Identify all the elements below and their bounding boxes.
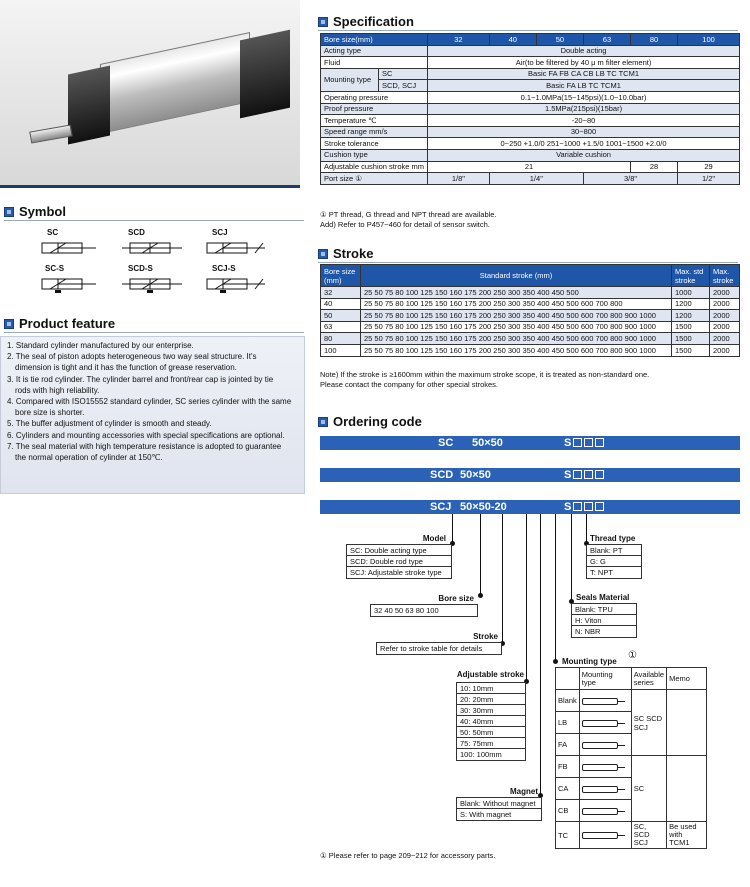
section-icon <box>318 249 328 259</box>
model-option: SCJ: Adjustable stroke type <box>347 567 451 578</box>
stroke-heading <box>318 246 373 261</box>
feature-item: dimension is tight and it has the function of grease reservation. <box>15 363 237 373</box>
stroke-cell: 2000 <box>710 310 740 322</box>
stroke-cell: 25 50 75 80 100 125 150 160 175 200 250 300 350 400 450 500 600 700 800 900 1000 <box>361 310 672 322</box>
bore-box <box>370 604 478 617</box>
mounting-title: Mounting type <box>562 657 617 666</box>
mounting-col-code <box>556 668 580 690</box>
symbol-label-scd-s: SCD-S <box>128 264 153 273</box>
mounting-basic-icon <box>582 698 618 705</box>
magnet-box <box>456 797 542 821</box>
adjustable-option: 10: 10mm <box>457 683 525 694</box>
spec-title: Specification <box>333 14 414 29</box>
code-model: SCJ <box>430 501 452 513</box>
magnet-title: Magnet <box>510 787 538 796</box>
spec-col-63: 63 <box>583 34 630 46</box>
stroke-notes <box>320 370 649 390</box>
stroke-code-title: Stroke <box>473 632 498 641</box>
symbol-label-sc: SC <box>47 228 59 237</box>
code-size: 50×50 <box>472 437 503 449</box>
stroke-note: Note) If the stroke is ≥1600mm within the maximum stroke scope, it is treated as non-standard one. <box>320 370 650 379</box>
bore-option: 32 40 50 63 80 100 <box>371 605 477 616</box>
stroke-cell: 1200 <box>672 310 710 322</box>
spec-value: Basic FA LB TC TCM1 <box>428 80 740 92</box>
symbol-scd-icon <box>120 240 184 256</box>
seals-option: Blank: TPU <box>572 604 636 615</box>
spec-note: Add) Refer to P457~460 for detail of sensor switch. <box>320 220 490 229</box>
symbol-sc-s-icon <box>40 276 100 294</box>
feature-title: Product feature <box>19 316 116 331</box>
spec-value: 1/2" <box>678 173 740 185</box>
adjustable-option: 30: 30mm <box>457 705 525 716</box>
feature-item: the normal operation of cylinder at 150℃. <box>15 453 163 463</box>
adjustable-option: 40: 40mm <box>457 716 525 727</box>
section-icon <box>4 319 14 329</box>
adjustable-option: 50: 50mm <box>457 727 525 738</box>
spec-label: Mounting type <box>321 68 379 91</box>
code-model: SC <box>438 437 454 449</box>
stroke-cell: 2000 <box>710 333 740 345</box>
code-size: 50×50-20 <box>460 501 507 513</box>
thread-title: Thread type <box>590 534 636 543</box>
mounting-table <box>555 667 707 849</box>
spec-label: Cushion type <box>321 149 428 161</box>
spec-notes <box>320 210 497 230</box>
stroke-code-box <box>376 642 502 655</box>
spec-label: Acting type <box>321 45 428 57</box>
bore-title: Bore size <box>438 594 474 603</box>
ordering-heading <box>318 414 422 429</box>
feature-item: bore size is shorter. <box>15 408 85 418</box>
seals-title: Seals Material <box>576 593 630 602</box>
spec-value: Variable cushion <box>428 149 740 161</box>
adjustable-box <box>456 682 526 761</box>
symbol-sc-icon <box>40 240 100 256</box>
seals-box <box>571 603 637 638</box>
cylinder-barrel <box>100 32 250 134</box>
feature-item: rods with high reliability. <box>15 385 100 395</box>
stroke-col-max-std: Max. std stroke <box>672 265 710 287</box>
stroke-cell: 25 50 75 80 100 125 150 160 175 200 250 300 350 400 450 500 600 700 800 900 1000 <box>361 321 672 333</box>
code-suffix-group <box>564 501 604 513</box>
stroke-cell: 63 <box>321 321 361 333</box>
mounting-tc-icon <box>582 832 618 839</box>
spec-value: 0~250 +1.0/0 251~1000 +1.5/0 1001~1500 +2.0/0 <box>428 138 740 150</box>
seals-option: H: Viton <box>572 615 636 626</box>
mounting-code: FB <box>556 756 580 778</box>
mounting-code: FA <box>556 734 580 756</box>
stroke-col-bore: Bore size (mm) <box>321 265 361 287</box>
spec-value: -20~80 <box>428 115 740 127</box>
mounting-series: SC <box>631 756 666 822</box>
feature-item: 7. The seal material with high temperature resistance is adopted to guarantee <box>7 441 282 451</box>
code-bar-scj <box>320 500 740 514</box>
symbol-label-scj-s: SCJ-S <box>212 264 236 273</box>
stroke-cell: 25 50 75 80 100 125 150 160 175 200 250 300 350 400 450 500 600 700 800 900 1000 <box>361 344 672 356</box>
mounting-code: CB <box>556 800 580 822</box>
spec-value: 1.5MPa(215psi)(15bar) <box>428 103 740 115</box>
mounting-col-series: Available series <box>631 668 666 690</box>
spec-label: Stroke tolerance <box>321 138 428 150</box>
spec-col-bore: Bore size(mm) <box>321 34 428 46</box>
spec-value: 29 <box>678 161 740 173</box>
spec-label: SC <box>378 68 427 80</box>
stroke-note: Please contact the company for other special strokes. <box>320 380 499 389</box>
thread-option: Blank: PT <box>587 545 641 556</box>
feature-item: 3. It is tie rod cylinder. The cylinder barrel and front/rear cap is jointed by tie <box>7 374 274 384</box>
code-suffix-group <box>564 469 604 481</box>
stroke-col-standard: Standard stroke (mm) <box>361 265 672 287</box>
symbol-scd-s-icon <box>120 276 184 294</box>
stroke-cell: 1500 <box>672 344 710 356</box>
mounting-ca-icon <box>582 786 618 793</box>
stroke-cell: 25 50 75 80 100 125 150 160 175 200 250 300 350 400 450 500 600 700 800 900 1000 <box>361 333 672 345</box>
adjustable-title: Adjustable stroke <box>456 670 524 679</box>
spec-value: 1/8" <box>428 173 490 185</box>
spec-col-40: 40 <box>489 34 536 46</box>
code-suffix: S <box>564 469 572 481</box>
code-suffix: S <box>564 501 572 513</box>
product-photo <box>0 0 300 188</box>
symbol-label-scj: SCJ <box>212 228 228 237</box>
stroke-cell: 100 <box>321 344 361 356</box>
spec-value: 30~800 <box>428 126 740 138</box>
mounting-cb-icon <box>582 808 618 815</box>
spec-label: Port size ① <box>321 173 428 185</box>
spec-label: Operating pressure <box>321 91 428 103</box>
stroke-cell: 1500 <box>672 333 710 345</box>
model-title: Model <box>422 534 446 543</box>
mounting-series: SC, SCD SCJ <box>631 822 666 849</box>
mounting-code: CA <box>556 778 580 800</box>
feature-heading <box>4 316 115 331</box>
spec-value: 1/4" <box>489 173 583 185</box>
adjustable-option: 100: 100mm <box>457 749 525 760</box>
spec-table <box>320 33 740 185</box>
thread-option: T: NPT <box>587 567 641 578</box>
mounting-code: Blank <box>556 690 580 712</box>
symbol-scj-s-icon <box>205 276 269 294</box>
stroke-cell: 1500 <box>672 321 710 333</box>
feature-list <box>1 337 304 466</box>
spec-value: 0.1~1.0MPa(15~145psi)(1.0~10.0bar) <box>428 91 740 103</box>
spec-label: Adjustable cushion stroke mm <box>321 161 428 173</box>
stroke-cell: 80 <box>321 333 361 345</box>
stroke-cell: 2000 <box>710 298 740 310</box>
thread-box <box>586 544 642 579</box>
symbol-label-scd: SCD <box>128 228 145 237</box>
model-box <box>346 544 452 579</box>
stroke-cell: 1000 <box>672 287 710 299</box>
symbol-title: Symbol <box>19 204 66 219</box>
code-size: 50×50 <box>460 469 491 481</box>
code-suffix-group <box>564 437 604 449</box>
spec-label: Speed range mm/s <box>321 126 428 138</box>
spec-col-50: 50 <box>536 34 583 46</box>
thread-option: G: G <box>587 556 641 567</box>
stroke-cell: 50 <box>321 310 361 322</box>
rear-cap <box>240 30 290 119</box>
code-bar-scd <box>320 468 740 482</box>
stroke-cell: 40 <box>321 298 361 310</box>
model-option: SC: Double acting type <box>347 545 451 556</box>
symbol-heading <box>4 204 66 219</box>
stroke-option: Refer to stroke table for details <box>377 643 501 654</box>
feature-item: 5. The buffer adjustment of cylinder is smooth and steady. <box>7 419 212 429</box>
spec-value: 3/8" <box>583 173 677 185</box>
section-icon <box>4 207 14 217</box>
code-suffix: S <box>564 437 572 449</box>
mounting-col-type: Mounting type <box>579 668 631 690</box>
feature-item: 6. Cylinders and mounting accessories with special specifications are optional. <box>7 430 285 440</box>
stroke-col-max: Max. stroke <box>710 265 740 287</box>
spec-col-100: 100 <box>678 34 740 46</box>
stroke-cell: 25 50 75 80 100 125 150 160 175 200 250 300 350 400 450 500 600 700 800 <box>361 298 672 310</box>
mounting-lb-icon <box>582 720 618 727</box>
stroke-table <box>320 264 740 357</box>
feature-item: 1. Standard cylinder manufactured by our enterprise. <box>7 341 194 350</box>
spec-value: Basic FA FB CA CB LB TC TCM1 <box>428 68 740 80</box>
spec-value: 28 <box>631 161 678 173</box>
magnet-option: S: With magnet <box>457 809 541 820</box>
code-bar-sc <box>320 436 740 450</box>
spec-label: Temperature ℃ <box>321 115 428 127</box>
code-model: SCD <box>430 469 454 481</box>
magnet-option: Blank: Without magnet <box>457 798 541 809</box>
spec-label: Proof pressure <box>321 103 428 115</box>
mounting-col-memo: Memo <box>667 668 707 690</box>
model-option: SCD: Double rod type <box>347 556 451 567</box>
ordering-footnote: ① Please refer to page 209~212 for accessory parts. <box>320 851 496 860</box>
stroke-cell: 2000 <box>710 344 740 356</box>
section-icon <box>318 17 328 27</box>
spec-note: ① PT thread, G thread and NPT thread are available. <box>320 210 497 219</box>
spec-col-32: 32 <box>428 34 490 46</box>
mounting-title-wrap <box>562 657 632 666</box>
spec-value: 21 <box>428 161 631 173</box>
stroke-cell: 1200 <box>672 298 710 310</box>
mounting-fb-icon <box>582 764 618 771</box>
front-cap <box>68 66 110 145</box>
feature-box <box>0 336 305 494</box>
section-icon <box>318 417 328 427</box>
stroke-cell: 32 <box>321 287 361 299</box>
seals-option: N: NBR <box>572 626 636 637</box>
feature-item: 4. Compared with ISO15552 standard cylinder, SC series cylinder with the same <box>7 397 292 407</box>
spec-heading <box>318 14 414 29</box>
adjustable-option: 20: 20mm <box>457 694 525 705</box>
stroke-cell: 2000 <box>710 321 740 333</box>
mounting-code: TC <box>556 822 580 849</box>
adjustable-option: 75: 75mm <box>457 738 525 749</box>
spec-label: SCD, SCJ <box>378 80 427 92</box>
mounting-fa-icon <box>582 742 618 749</box>
spec-value: Air(to be filtered by 40 μ m filter element) <box>428 57 740 69</box>
mounting-memo: Be used with TCM1 <box>667 822 707 849</box>
spec-label: Fluid <box>321 57 428 69</box>
spec-value: Double acting <box>428 45 740 57</box>
piston-rod <box>29 124 72 143</box>
ordering-title: Ordering code <box>333 414 422 429</box>
spec-col-80: 80 <box>631 34 678 46</box>
mounting-code: LB <box>556 712 580 734</box>
stroke-cell: 25 50 75 80 100 125 150 160 175 200 250 300 350 400 450 500 <box>361 287 672 299</box>
stroke-title: Stroke <box>333 246 374 261</box>
mounting-marker: ① <box>628 650 637 661</box>
mounting-series: SC SCD SCJ <box>631 690 666 756</box>
feature-item: 2. The seal of piston adopts heterogeneous two way seal structure. It's <box>7 352 257 362</box>
symbol-scj-icon <box>205 240 269 256</box>
symbol-label-sc-s: SC-S <box>45 264 65 273</box>
stroke-cell: 2000 <box>710 287 740 299</box>
